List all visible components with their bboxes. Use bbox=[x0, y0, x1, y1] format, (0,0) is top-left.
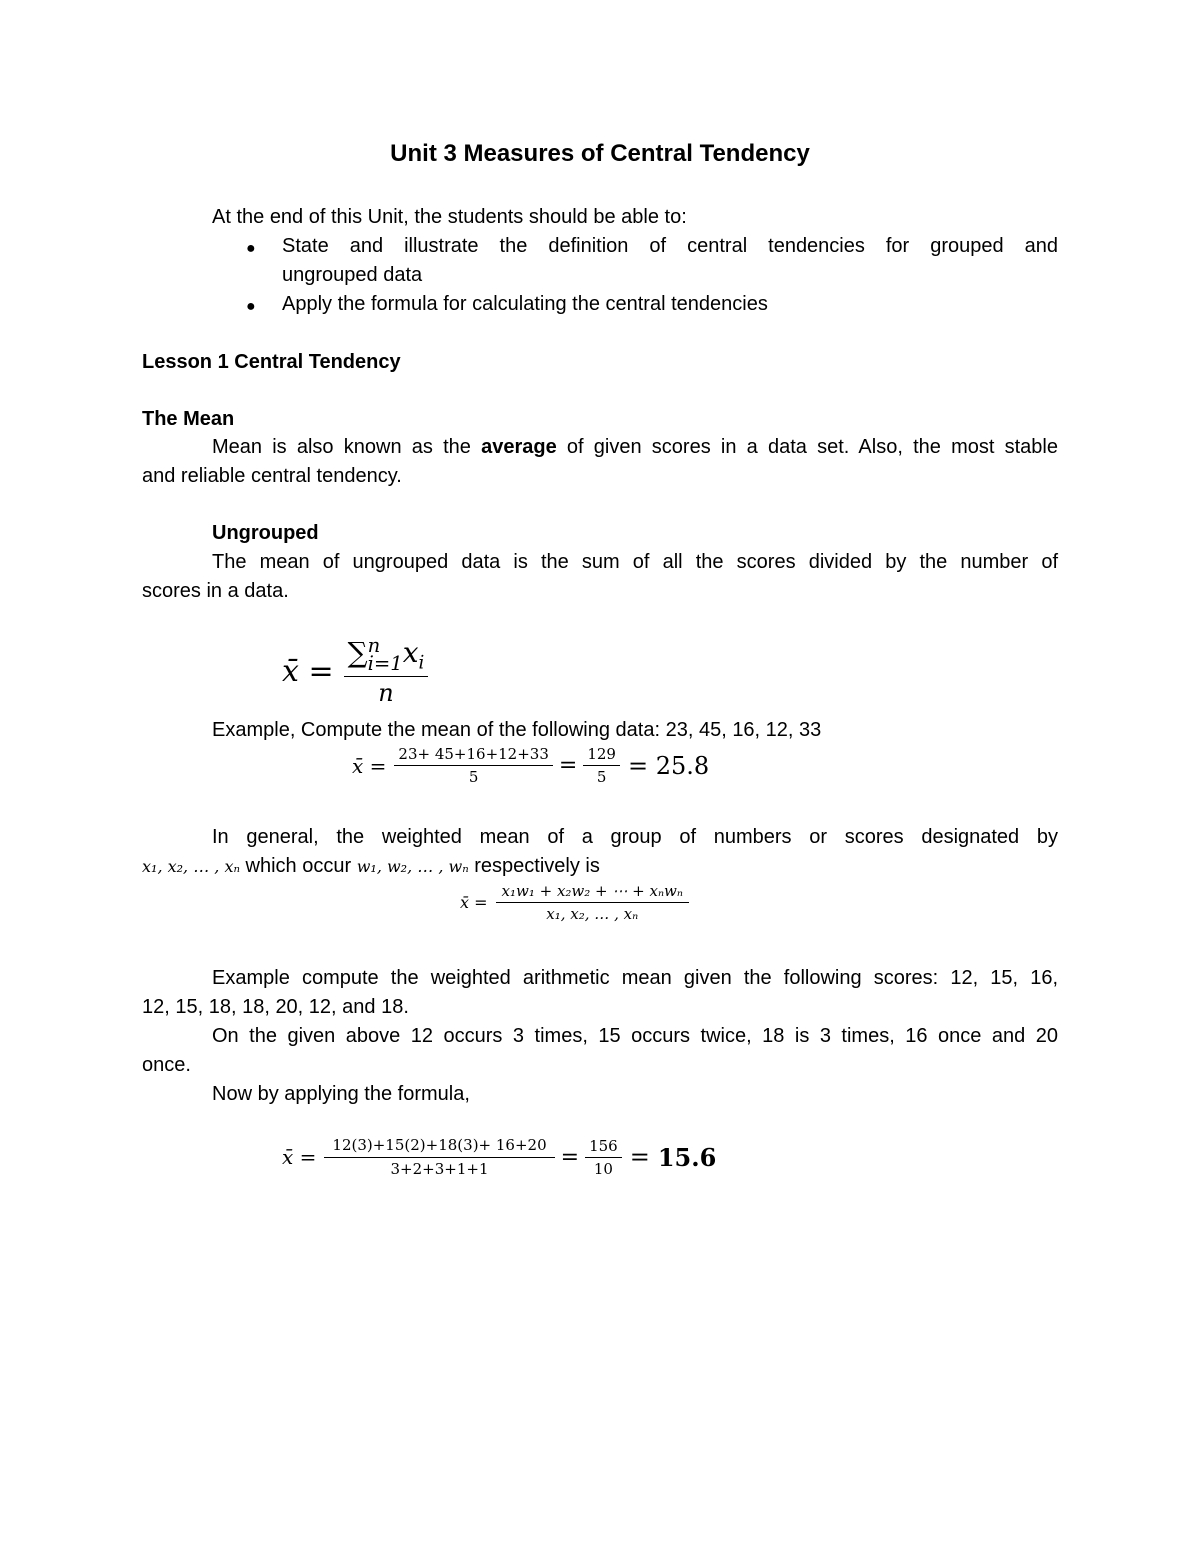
example1-result: = 25.8 bbox=[627, 751, 710, 780]
example1-text: Example, Compute the mean of the following data: 23, 45, 16, 12, 33 bbox=[212, 719, 822, 741]
average-term: average bbox=[481, 436, 557, 458]
ungrouped-heading: Ungrouped bbox=[212, 522, 319, 544]
weighted-formula: x̄ = $\frac{\text{x₁w₁ + x₂w₂ + ⋯ + xₙwₙ}}{\text{x₁, x₂, … , xₙ}}$ bbox=[460, 882, 689, 923]
mean-formula bbox=[282, 633, 428, 707]
example2-denominator2: 10 bbox=[593, 1159, 613, 1178]
mean-heading: The Mean bbox=[142, 408, 235, 430]
example1-equation: x̄ = $\frac{23+ 45+16+12+33}{5}$ = $\frac{129}{5}$ = 25.8 bbox=[352, 745, 710, 786]
example2-equation: x̄ = $\frac{12(3)+15(2)+18(3)+ 16+20}{3+2+3+1+1}$ = $\frac{156}{10}$ = 15.6 bbox=[282, 1136, 717, 1178]
formula-numerator: ∑ n i=1 $x_i$ bbox=[344, 636, 429, 677]
weighted-text-line1: In general, the weighted mean of a group of numbers or scores designated by bbox=[212, 826, 1058, 848]
objective-1-line1: State and illustrate the definition of central tendencies for grouped and bbox=[282, 235, 1058, 257]
example1-denominator: 5 bbox=[468, 768, 479, 786]
example1-numerator: 23+ 45+16+12+33 bbox=[394, 745, 552, 766]
weighted-text-line2: x₁, x₂, … , xₙ which occur w₁, w₂, … , wₙ respectively is bbox=[142, 855, 600, 877]
example2-line4: once. bbox=[142, 1054, 191, 1076]
example2-line1: Example compute the weighted arithmetic mean given the following scores: 12, 15, 16, bbox=[212, 967, 1058, 989]
page-title: Unit 3 Measures of Central Tendency bbox=[390, 140, 810, 167]
mean-text-line2: and reliable central tendency. bbox=[142, 465, 402, 487]
example2-line3: On the given above 12 occurs 3 times, 15 occurs twice, 18 is 3 times, 16 once and 20 bbox=[212, 1025, 1058, 1047]
bullet-icon: ● bbox=[246, 240, 256, 257]
bullet-icon: ● bbox=[246, 298, 256, 315]
example2-numerator: 12(3)+15(2)+18(3)+ 16+20 bbox=[324, 1136, 554, 1158]
ungrouped-text-line2: scores in a data. bbox=[142, 580, 289, 602]
mean-text-line1: Mean is also known as the average of given scores in a data set. Also, the most stable bbox=[212, 436, 1058, 458]
intro-text: At the end of this Unit, the students should be able to: bbox=[212, 206, 687, 228]
weighted-denominator: x₁, x₂, … , xₙ bbox=[546, 905, 639, 923]
ungrouped-text-line1: The mean of ungrouped data is the sum of all the scores divided by the number of bbox=[212, 551, 1058, 573]
lesson-heading: Lesson 1 Central Tendency bbox=[142, 351, 401, 373]
objective-1-line2: ungrouped data bbox=[282, 264, 423, 286]
example2-denominator: 3+2+3+1+1 bbox=[390, 1160, 489, 1178]
weighted-numerator: x₁w₁ + x₂w₂ + ⋯ + xₙwₙ bbox=[496, 882, 689, 903]
example2-line5: Now by applying the formula, bbox=[212, 1083, 470, 1105]
example2-numerator2: 156 bbox=[585, 1137, 622, 1158]
example2-result: 15.6 bbox=[657, 1142, 717, 1172]
example1-numerator2: 129 bbox=[583, 745, 620, 766]
formula-lhs: x̄ = bbox=[282, 653, 334, 689]
formula-denominator: n bbox=[378, 678, 394, 707]
objective-2: Apply the formula for calculating the central tendencies bbox=[282, 293, 768, 315]
example1-denominator2: 5 bbox=[596, 768, 607, 786]
example2-line2: 12, 15, 18, 18, 20, 12, and 18. bbox=[142, 996, 409, 1018]
